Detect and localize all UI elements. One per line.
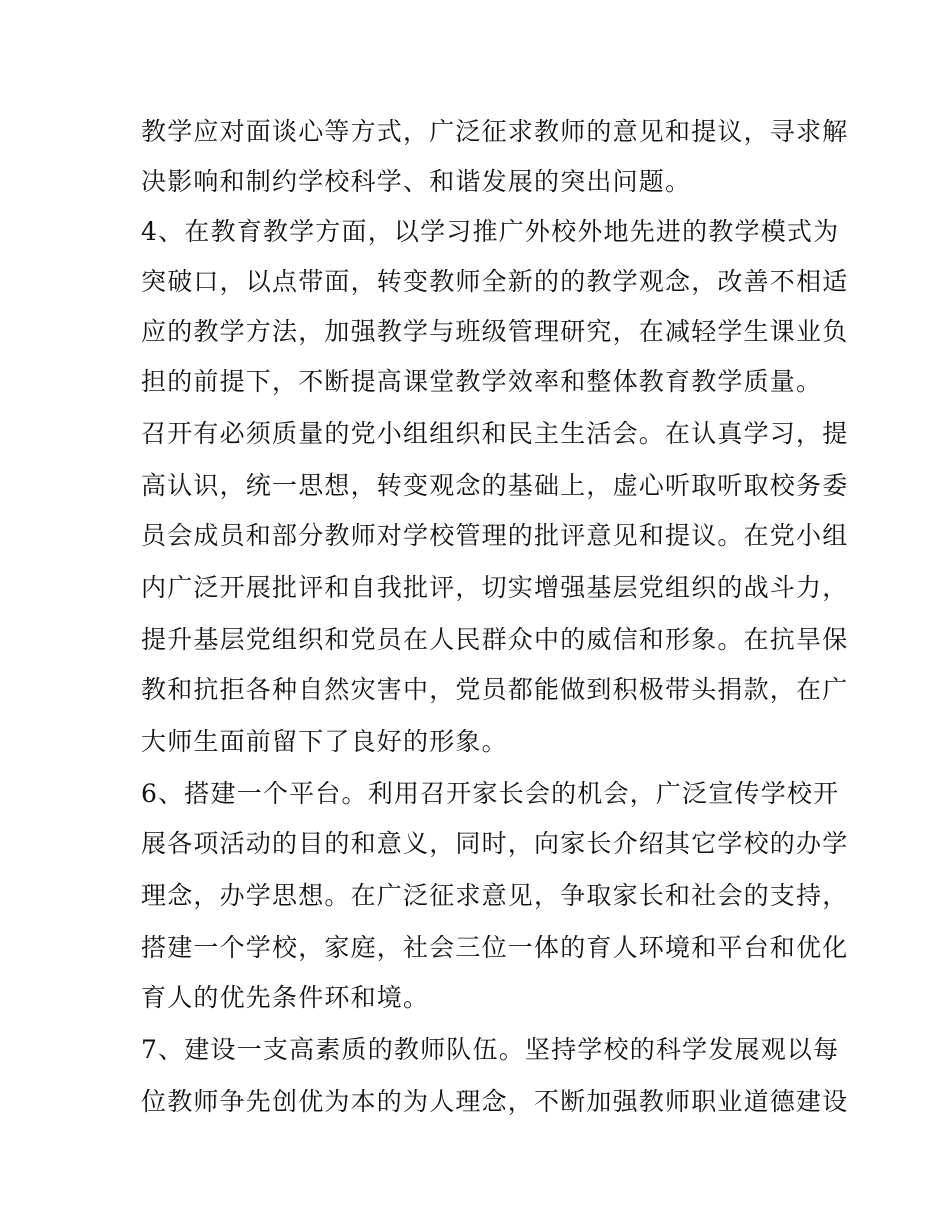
text-line: 展各项活动的目的和意义，同时，向家长介绍其它学校的办学 [141,829,849,858]
text-line: 决影响和制约学校科学、和谐发展的突出问题。 [141,167,692,196]
text-line: 位教师争先创优为本的为人理念，不断加强教师职业道德建设 [141,1087,849,1116]
text-line: 员会成员和部分教师对学校管理的批评意见和提议。在党小组 [141,521,849,550]
text-line: 应的教学方法，加强教学与班级管理研究，在减轻学生课业负 [141,317,849,346]
text-line: 突破口，以点带面，转变教师全新的的教学观念，改善不相适 [141,267,849,296]
text-line: 育人的优先条件环和境。 [141,983,430,1012]
text-line: 搭建一个学校，家庭，社会三位一体的育人环境和平台和优化 [141,933,849,962]
text-line: 7、建设一支高素质的教师队伍。坚持学校的科学发展观以每 [141,1035,840,1064]
text-line: 教和抗拒各种自然灾害中，党员都能做到积极带头捐款，在广 [141,675,849,704]
text-line: 大师生面前留下了良好的形象。 [141,727,508,756]
text-line: 理念，办学思想。在广泛征求意见，争取家长和社会的支持， [141,881,849,910]
text-line: 4、在教育教学方面，以学习推广外校外地先进的教学模式为 [141,217,840,246]
text-line: 教学应对面谈心等方式，广泛征求教师的意见和提议，寻求解 [141,117,849,146]
text-line: 担的前提下，不断提高课堂教学效率和整体教育教学质量。 [141,367,823,396]
text-line: 6、搭建一个平台。利用召开家长会的机会，广泛宣传学校开 [141,779,840,808]
text-line: 内广泛开展批评和自我批评，切实增强基层党组织的战斗力， [141,573,849,602]
text-line: 提升基层党组织和党员在人民群众中的威信和形象。在抗旱保 [141,625,849,654]
text-line: 召开有必须质量的党小组组织和民主生活会。在认真学习，提 [141,419,849,448]
text-line: 高认识，统一思想，转变观念的基础上，虚心听取听取校务委 [141,471,849,500]
